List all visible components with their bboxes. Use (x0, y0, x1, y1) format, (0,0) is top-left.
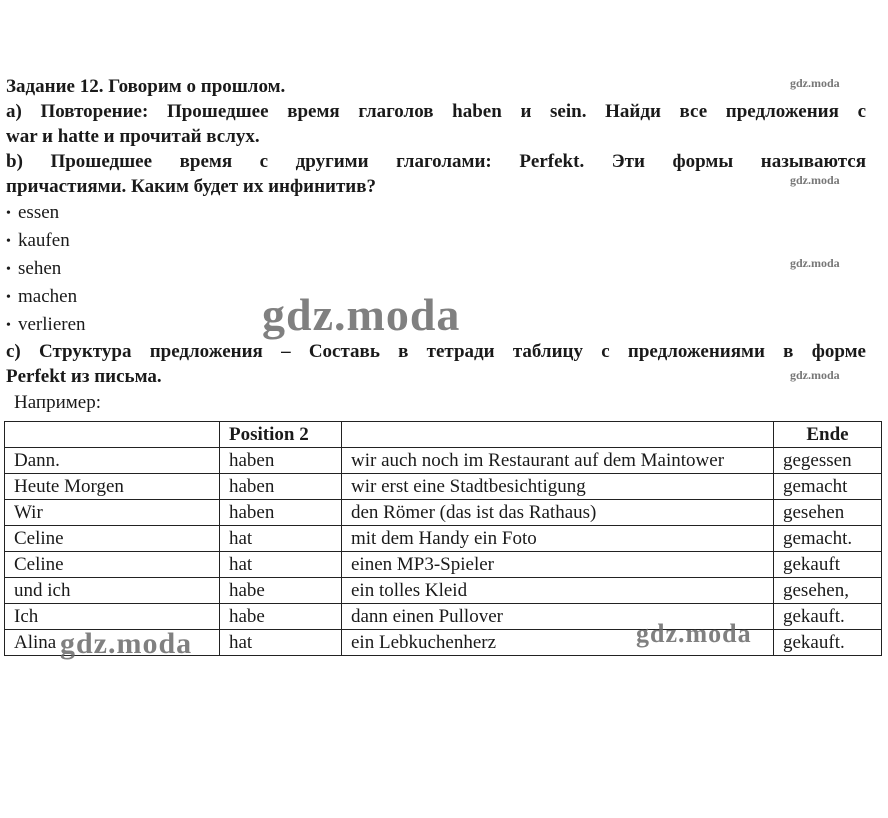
table-cell: den Römer (das ist das Rathaus) (342, 500, 774, 526)
table-row (5, 500, 882, 526)
header-cell: Position 2 (220, 422, 342, 448)
bullet-icon: • (6, 262, 11, 277)
table-cell: Heute Morgen (5, 474, 220, 500)
table-cell: gemacht (774, 474, 882, 500)
table-cell: wir auch noch im Restaurant auf dem Maintower (342, 448, 774, 474)
table-cell: haben (220, 448, 342, 474)
bullet-icon: • (6, 290, 11, 305)
table-row (5, 448, 882, 474)
list-item: • verlieren (6, 311, 866, 339)
watermark-small: gdz.moda (790, 173, 840, 187)
part-b-line-1: b) Прошедшее время с другими глаголами: Perfekt. Эти формы называются (6, 151, 866, 172)
table-cell: Ich (5, 604, 220, 630)
part-a-line-1: а) Повторение: Прошедшее время глаголов haben и sein. Найди все предложения с (6, 101, 866, 122)
table-cell: Alina (5, 630, 220, 656)
table-cell: haben (220, 500, 342, 526)
list-item: • sehen (6, 255, 866, 283)
part-b-line-2: причастиями. Каким будет их инфинитив? (6, 176, 376, 197)
table-cell: gekauft. (774, 604, 882, 630)
watermark-medium: gdz.moda (636, 619, 752, 648)
bullet-icon: • (6, 234, 11, 249)
example-label: Например: (14, 392, 101, 413)
table-cell: gekauft. (774, 630, 882, 656)
list-item: • machen (6, 283, 866, 311)
watermark-medium: gdz.moda (60, 627, 193, 660)
table-cell: Celine (5, 552, 220, 578)
table-cell: dann einen Pullover (342, 604, 774, 630)
table-row (5, 526, 882, 552)
table-header-row (5, 422, 882, 448)
table-cell: gesehen (774, 500, 882, 526)
table-cell: gekauft (774, 552, 882, 578)
header-cell: Ende (774, 422, 882, 448)
table-cell: mit dem Handy ein Foto (342, 526, 774, 552)
table-cell: hat (220, 526, 342, 552)
watermark-small: gdz.moda (790, 368, 840, 382)
table-cell: haben (220, 474, 342, 500)
table-row (5, 474, 882, 500)
watermark-large: gdz.moda (262, 289, 461, 340)
table-cell: Wir (5, 500, 220, 526)
task-document (6, 74, 866, 415)
table-cell: gesehen, (774, 578, 882, 604)
task-title: Задание 12. Говорим о прошлом. (6, 76, 286, 97)
table-cell: und ich (5, 578, 220, 604)
bullet-icon: • (6, 318, 11, 333)
watermark-small: gdz.moda (790, 256, 840, 270)
header-cell (5, 422, 220, 448)
part-c-line-2: Perfekt из письма. (6, 366, 162, 387)
list-item: • kaufen (6, 227, 866, 255)
part-a-line-2: war и hatte и прочитай вслух. (6, 126, 260, 147)
table-cell: gemacht. (774, 526, 882, 552)
table-row (5, 552, 882, 578)
table-cell: habe (220, 578, 342, 604)
table-cell: Celine (5, 526, 220, 552)
table-cell: einen MP3-Spieler (342, 552, 774, 578)
table-cell: hat (220, 552, 342, 578)
part-c-line-1: c) Структура предложения – Составь в тетради таблицу с предложениями в форме (6, 341, 866, 362)
header-cell (342, 422, 774, 448)
table-row (5, 578, 882, 604)
bullet-icon: • (6, 206, 11, 221)
table-cell: gegessen (774, 448, 882, 474)
table-cell: Dann. (5, 448, 220, 474)
table-cell: habe (220, 604, 342, 630)
watermark-small: gdz.moda (790, 76, 840, 90)
table-cell: ein Lebkuchenherz (342, 630, 774, 656)
table-cell: ein tolles Kleid (342, 578, 774, 604)
table-cell: hat (220, 630, 342, 656)
table-cell: wir erst eine Stadtbesichtigung (342, 474, 774, 500)
list-item: • essen (6, 199, 866, 227)
